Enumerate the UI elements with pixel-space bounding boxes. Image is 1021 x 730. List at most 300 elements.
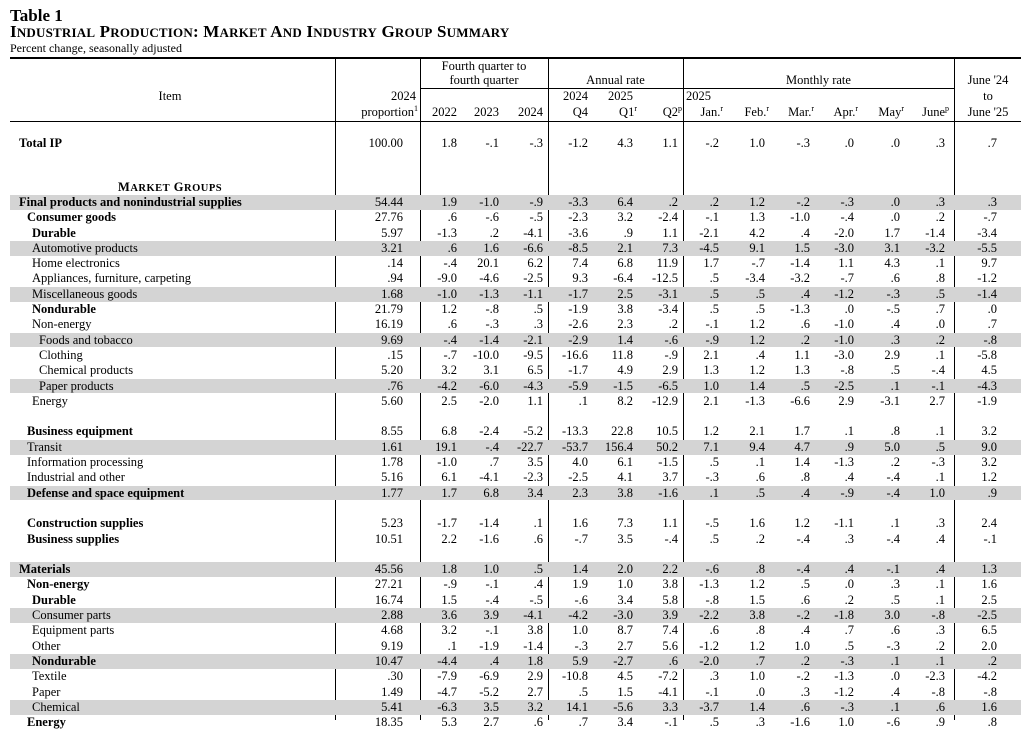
row-value: -6.4 [613, 271, 633, 286]
row-value: 16.74 [374, 592, 403, 607]
row-value: 6.5 [981, 623, 997, 638]
row-value: -6.6 [790, 393, 810, 408]
yoy-header-line2: to [983, 89, 993, 103]
row-value: 2.9 [527, 669, 543, 684]
row-label: Foods and tobacco [39, 332, 133, 347]
row-value: 1.9 [441, 194, 457, 209]
proportion-header-year: 2024 [391, 89, 416, 103]
row-value: 5.60 [381, 393, 403, 408]
row-value: -.7 [574, 531, 588, 546]
row-value: 3.2 [981, 424, 997, 439]
row-value: -1.5 [613, 378, 633, 393]
row-value: .3 [709, 669, 719, 684]
row-value: 8.2 [617, 393, 633, 408]
row-value: -.8 [931, 608, 945, 622]
row-value: 1.3 [794, 363, 810, 378]
row-value: 3.5 [617, 531, 633, 546]
row-value: 1.0 [929, 485, 945, 500]
row-value: .2 [668, 194, 678, 209]
row-label: Materials [19, 562, 71, 577]
row-value: 1.5 [794, 240, 810, 255]
row-value: 2.3 [617, 317, 633, 332]
row-value: .9 [844, 439, 854, 454]
row-value: 1.2 [749, 194, 765, 209]
row-value: 1.0 [838, 715, 854, 730]
row-label: Chemical products [39, 363, 134, 378]
row-value: 3.2 [441, 623, 457, 638]
row-value: 14.1 [566, 699, 588, 714]
row-value: -4.2 [568, 608, 588, 622]
row-value: 2.2 [662, 562, 678, 577]
row-value: -2.3 [523, 470, 543, 485]
row-value: 4.2 [749, 225, 765, 240]
row-value: .3 [890, 332, 900, 347]
row-value: -3.1 [658, 286, 678, 301]
row-value: -2.5 [568, 470, 588, 485]
row-value: -.3 [485, 317, 499, 332]
row-value: .1 [935, 256, 945, 271]
row-label: Chemical [32, 699, 80, 714]
row-value: 2.5 [441, 393, 457, 408]
row-value: -.4 [796, 562, 810, 577]
row-value: -1.2 [568, 136, 588, 150]
row-value: -2.0 [834, 225, 854, 240]
row-value: 7.3 [617, 516, 633, 531]
row-label: Appliances, furniture, carpeting [32, 271, 191, 286]
row-value: .1 [935, 592, 945, 607]
row-label: Nondurable [32, 302, 96, 316]
row-value: -.3 [886, 638, 900, 653]
row-value: .7 [578, 715, 588, 730]
row-value: -.4 [485, 592, 499, 607]
row-value: -.7 [751, 256, 765, 271]
row-value: .2 [844, 592, 854, 607]
row-value: .4 [935, 531, 945, 546]
row-value: 6.1 [617, 455, 633, 469]
row-value: 7.4 [662, 623, 678, 638]
row-value: 2.7 [527, 684, 543, 699]
row-value: .5 [844, 638, 854, 653]
row-value: -4.6 [479, 271, 499, 286]
row-value: .2 [489, 225, 499, 240]
row-value: .0 [890, 669, 900, 684]
row-value: .6 [709, 623, 719, 638]
row-value: 1.4 [794, 455, 810, 469]
row-value: -.1 [705, 684, 719, 699]
row-value: .1 [935, 470, 945, 485]
row-value: -1.9 [479, 638, 499, 653]
row-value: -22.7 [516, 439, 543, 454]
row-value: 2.0 [617, 562, 633, 577]
row-value: 2.0 [981, 638, 997, 653]
title-word: PRODUCTION [99, 22, 193, 41]
row-value: .0 [890, 136, 900, 150]
row-label: Industrial and other [27, 470, 125, 485]
row-value: .7 [935, 302, 945, 316]
row-value: -.9 [443, 577, 457, 592]
row-value: 1.0 [794, 638, 810, 653]
row-value: -.4 [796, 531, 810, 546]
row-value: -2.1 [699, 225, 719, 240]
row-value: .5 [800, 577, 810, 592]
row-value: -.3 [886, 286, 900, 301]
row-value: -1.6 [658, 485, 678, 500]
row-value: -53.7 [561, 439, 588, 454]
row-value: -.3 [931, 455, 945, 469]
row-value: 1.6 [981, 577, 997, 592]
fq-year-header: 2024 [518, 105, 543, 119]
row-value: -2.3 [925, 669, 945, 684]
row-value: 2.7 [483, 715, 499, 730]
row-value: .6 [533, 715, 543, 730]
row-value: .6 [447, 240, 457, 255]
row-value: .2 [935, 332, 945, 347]
row-value: 8.7 [617, 623, 633, 638]
row-value: 9.69 [381, 332, 403, 347]
row-value: 2.1 [703, 393, 719, 408]
row-value: -.4 [443, 256, 457, 271]
row-value: -.4 [886, 485, 900, 500]
row-value: -1.4 [479, 516, 499, 531]
row-value: 2.3 [572, 485, 588, 500]
row-value: 1.8 [527, 653, 543, 668]
row-label: Business supplies [27, 531, 120, 546]
row-value: .2 [935, 210, 945, 225]
row-value: -1.4 [790, 256, 810, 271]
fq-underline [420, 88, 548, 89]
row-value: -3.2 [925, 240, 945, 255]
row-value: .1 [935, 424, 945, 439]
row-value: 1.0 [572, 623, 588, 638]
row-value: 18.35 [374, 715, 403, 730]
row-label: Nondurable [32, 653, 96, 668]
row-value: -.6 [705, 562, 719, 577]
row-value: .8 [800, 470, 810, 485]
row-value: 3.8 [617, 302, 633, 316]
row-value: .30 [387, 669, 403, 684]
row-value: .1 [533, 516, 543, 531]
row-value: 4.7 [794, 439, 810, 454]
fq-year-header: 2023 [474, 105, 499, 119]
row-value: 3.2 [441, 363, 457, 378]
row-value: 1.8 [441, 136, 457, 150]
row-value: -.3 [840, 653, 854, 668]
row-value: -.6 [574, 592, 588, 607]
row-value: 2.88 [381, 608, 403, 622]
row-value: .1 [935, 653, 945, 668]
row-value: .8 [890, 424, 900, 439]
yoy-header-line1: June '24 [967, 73, 1009, 87]
row-value: 6.4 [617, 194, 633, 209]
row-value: 5.41 [381, 699, 403, 714]
row-value: .5 [709, 271, 719, 286]
row-value: -.1 [931, 378, 945, 393]
row-value: 1.4 [617, 332, 633, 347]
row-value: -1.0 [834, 317, 854, 332]
row-value: 3.21 [381, 240, 403, 255]
row-value: .5 [890, 592, 900, 607]
row-value: 156.4 [604, 439, 633, 454]
row-value: -1.1 [834, 516, 854, 531]
row-value: -.2 [796, 669, 810, 684]
row-value: -2.2 [699, 608, 719, 622]
row-value: 5.0 [884, 439, 900, 454]
row-value: .0 [890, 194, 900, 209]
row-value: -5.2 [479, 684, 499, 699]
row-value: -2.5 [977, 608, 997, 622]
row-label: Paper [32, 684, 61, 699]
row-value: -.9 [664, 347, 678, 362]
row-label: Defense and space equipment [27, 485, 185, 500]
row-value: 1.0 [749, 136, 765, 150]
row-value: 4.3 [884, 256, 900, 271]
row-value: .4 [800, 225, 810, 240]
ar-year-2024: 2024 [563, 89, 588, 103]
row-value: -3.1 [880, 393, 900, 408]
row-value: 3.1 [884, 240, 900, 255]
row-value: -12.9 [651, 393, 678, 408]
row-value: -.7 [443, 347, 457, 362]
row-value: -.7 [983, 210, 997, 225]
row-value: .4 [890, 317, 900, 332]
row-value: 1.3 [981, 562, 997, 577]
row-value: .6 [800, 592, 810, 607]
row-value: 10.47 [374, 653, 403, 668]
row-value: .1 [890, 699, 900, 714]
row-value: -1.4 [925, 225, 945, 240]
row-value: 6.8 [483, 485, 499, 500]
row-value: -1.9 [568, 302, 588, 316]
row-value: -.8 [983, 684, 997, 699]
row-value: .2 [709, 194, 719, 209]
row-value: -12.5 [651, 271, 678, 286]
title-word: GROUP [381, 22, 433, 41]
row-value: .6 [447, 317, 457, 332]
row-value: -2.1 [523, 332, 543, 347]
row-value: -.3 [574, 638, 588, 653]
row-label: Miscellaneous goods [32, 286, 138, 301]
row-value: -.2 [796, 608, 810, 622]
row-value: 6.2 [527, 256, 543, 271]
row-value: 1.2 [749, 638, 765, 653]
row-value: -3.0 [613, 608, 633, 622]
row-value: -.1 [983, 531, 997, 546]
row-value: 27.76 [374, 210, 403, 225]
row-label: Durable [32, 592, 76, 607]
row-value: 1.6 [483, 240, 499, 255]
row-value: .2 [800, 653, 810, 668]
row-value: .2 [890, 455, 900, 469]
row-value: .1 [935, 347, 945, 362]
row-value: -.9 [840, 485, 854, 500]
row-value: .6 [447, 210, 457, 225]
row-value: -.1 [664, 715, 678, 730]
row-value: 1.3 [703, 363, 719, 378]
row-value: 1.8 [441, 562, 457, 577]
row-value: -1.3 [834, 455, 854, 469]
row-value: 4.3 [617, 136, 633, 150]
row-value: 2.5 [617, 286, 633, 301]
row-value: 1.2 [749, 332, 765, 347]
row-value: -.1 [705, 210, 719, 225]
row-value: -1.2 [834, 684, 854, 699]
row-value: 3.4 [617, 592, 633, 607]
row-value: 10.51 [374, 531, 403, 546]
row-value: -1.3 [437, 225, 457, 240]
row-value: 3.8 [617, 485, 633, 500]
row-value: 4.1 [617, 470, 633, 485]
row-value: 2.1 [617, 240, 633, 255]
month-header: Mar.$^r$ [788, 104, 814, 119]
row-value: -2.0 [479, 393, 499, 408]
row-label: Business equipment [27, 424, 133, 439]
row-value: -.8 [840, 363, 854, 378]
row-value: 3.8 [527, 623, 543, 638]
row-value: .3 [755, 715, 765, 730]
row-value: -.8 [931, 684, 945, 699]
row-value: 3.4 [527, 485, 543, 500]
row-value: .1 [578, 393, 588, 408]
row-value: 3.7 [662, 470, 678, 485]
row-value: -.4 [664, 531, 678, 546]
row-value: 1.3 [749, 210, 765, 225]
row-value: 1.2 [703, 424, 719, 439]
title-word: MARKET [203, 22, 267, 41]
row-value: .4 [844, 562, 854, 577]
row-value: -9.0 [437, 271, 457, 286]
row-value: -1.4 [523, 638, 543, 653]
row-value: 5.97 [381, 225, 403, 240]
fq-year-header: 2022 [432, 105, 457, 119]
row-value: -1.2 [699, 638, 719, 653]
row-value: 1.4 [572, 562, 588, 577]
row-value: -3.2 [790, 271, 810, 286]
row-value: 3.5 [527, 455, 543, 469]
row-value: -2.5 [523, 271, 543, 286]
row-value: -5.2 [523, 424, 543, 439]
row-value: -4.3 [523, 378, 543, 393]
month-header: Apr.$^r$ [833, 104, 858, 119]
row-value: 1.5 [441, 592, 457, 607]
row-value: 9.1 [749, 240, 765, 255]
row-value: 50.2 [656, 439, 678, 454]
title-word: INDUSTRY [306, 22, 378, 41]
row-value: 5.9 [572, 653, 588, 668]
row-value: 22.8 [611, 424, 633, 439]
row-value: 11.9 [656, 256, 678, 271]
row-value: 1.1 [662, 136, 678, 150]
row-value: .8 [755, 623, 765, 638]
row-label: Home electronics [32, 256, 120, 271]
row-value: .5 [709, 715, 719, 730]
item-header: Item [158, 89, 182, 103]
row-value: 5.3 [441, 715, 457, 730]
row-value: 3.1 [483, 363, 499, 378]
ar-q2-header: Q2$^p$ [662, 104, 682, 119]
row-value: .5 [935, 286, 945, 301]
row-value: -13.3 [561, 424, 588, 439]
row-label: Durable [32, 225, 76, 240]
row-value: -3.6 [568, 225, 588, 240]
row-value: 1.1 [838, 256, 854, 271]
row-value: 3.9 [483, 608, 499, 622]
row-value: .2 [800, 332, 810, 347]
month-header: May$^r$ [878, 104, 904, 119]
row-value: 1.6 [981, 699, 997, 714]
row-value: .7 [755, 653, 765, 668]
row-value: -4.5 [699, 240, 719, 255]
row-value: -.1 [485, 577, 499, 592]
row-value: -1.7 [568, 286, 588, 301]
row-value: 16.19 [374, 317, 403, 332]
row-value: -1.2 [834, 286, 854, 301]
row-value: -3.4 [745, 271, 765, 286]
row-value: .4 [800, 623, 810, 638]
fourth-quarter-header-line1: Fourth quarter to [441, 59, 527, 73]
row-value: -.6 [485, 210, 499, 225]
row-value: -1.6 [479, 531, 499, 546]
row-value: .7 [987, 136, 997, 150]
row-value: -8.5 [568, 240, 588, 255]
row-value: 3.0 [884, 608, 900, 622]
row-value: .7 [489, 455, 499, 469]
row-value: 1.2 [749, 317, 765, 332]
title-word: INDUSTRIAL [10, 22, 96, 41]
title-word: AND [270, 22, 302, 41]
row-value: -2.9 [568, 332, 588, 347]
row-value: -.4 [485, 439, 499, 454]
row-value: 6.5 [527, 363, 543, 378]
row-value: .0 [844, 302, 854, 316]
row-value: -10.8 [561, 669, 588, 684]
row-value: 1.7 [884, 225, 900, 240]
row-value: -1.0 [437, 455, 457, 469]
row-value: .1 [890, 516, 900, 531]
row-value: .1 [890, 653, 900, 668]
row-value: 1.2 [441, 302, 457, 316]
row-value: -2.3 [568, 210, 588, 225]
row-value: .5 [533, 302, 543, 316]
row-value: 5.23 [381, 516, 403, 531]
row-value: -.7 [840, 271, 854, 286]
row-value: -4.1 [658, 684, 678, 699]
table-subtitle: Percent change, seasonally adjusted [10, 41, 182, 55]
title-word: : [192, 22, 199, 41]
row-value: 2.7 [929, 393, 945, 408]
row-value: -9.5 [523, 347, 543, 362]
row-value: -.3 [529, 136, 543, 150]
ar-year-2025: 2025 [608, 89, 633, 103]
row-value: .0 [890, 210, 900, 225]
row-value: .4 [844, 470, 854, 485]
section-heading: MARKET GROUPS [118, 179, 223, 194]
row-value: -.9 [705, 332, 719, 347]
row-value: .5 [890, 363, 900, 378]
row-value: 2.4 [981, 516, 997, 531]
row-value: 2.9 [884, 347, 900, 362]
row-value: -5.5 [977, 240, 997, 255]
row-value: 3.4 [617, 715, 633, 730]
row-value: 1.2 [981, 470, 997, 485]
row-value: -.3 [796, 136, 810, 150]
row-label: Automotive products [32, 240, 138, 255]
row-value: -3.0 [834, 347, 854, 362]
row-value: 3.9 [662, 608, 678, 622]
row-value: 3.8 [749, 608, 765, 622]
row-value: .5 [533, 562, 543, 577]
row-value: .6 [890, 623, 900, 638]
row-value: -.5 [886, 302, 900, 316]
